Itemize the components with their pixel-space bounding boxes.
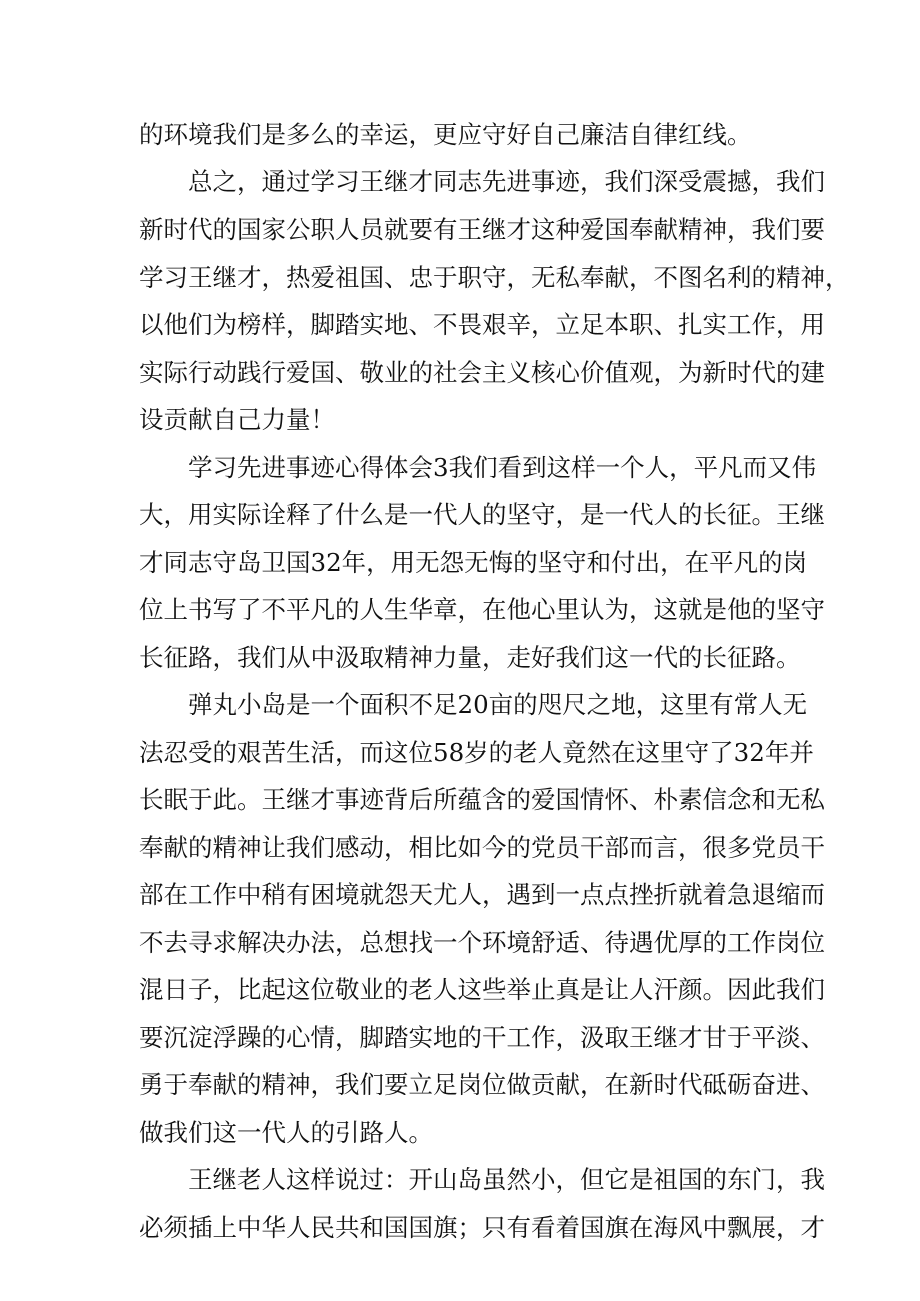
paragraph-first-line: 总之，通过学习王继才同志先进事迹，我们深受震撼，我们 bbox=[188, 167, 825, 196]
text-line: 做我们这一代人的引路人。 bbox=[139, 1118, 433, 1147]
paragraph-first-line: 王继老人这样说过：开山岛虽然小，但它是祖国的东门，我 bbox=[188, 1165, 825, 1194]
text-line: 的环境我们是多么的幸运，更应守好自己廉洁自律红线。 bbox=[139, 120, 752, 149]
paragraph-first-line: 弹丸小岛是一个面积不足20亩的咫尺之地，这里有常人无 bbox=[188, 690, 808, 719]
text-line: 实际行动践行爱国、敬业的社会主义核心价值观，为新时代的建 bbox=[139, 358, 825, 387]
text-line: 学习王继才，热爱祖国、忠于职守，无私奉献，不图名利的精神， bbox=[139, 263, 850, 292]
text-line: 部在工作中稍有困境就怨天尤人，遇到一点点挫折就着急退缩而 bbox=[139, 880, 825, 909]
text-line: 长眠于此。王继才事迹背后所蕴含的爱国情怀、朴素信念和无私 bbox=[139, 785, 825, 814]
text-line: 大，用实际诠释了什么是一代人的坚守，是一代人的长征。王继 bbox=[139, 500, 825, 529]
paragraph-first-line: 学习先进事迹心得体会3我们看到这样一个人，平凡而又伟 bbox=[188, 453, 817, 482]
text-line: 奉献的精神让我们感动，相比如今的党员干部而言，很多党员干 bbox=[139, 833, 825, 862]
text-line: 法忍受的艰苦生活，而这位58岁的老人竟然在这里守了32年并 bbox=[139, 738, 814, 767]
text-line: 以他们为榜样，脚踏实地、不畏艰辛，立足本职、扎实工作，用 bbox=[139, 310, 825, 339]
text-line: 要沉淀浮躁的心情，脚踏实地的干工作，汲取王继才甘于平淡、 bbox=[139, 1023, 825, 1052]
text-line: 混日子，比起这位敬业的老人这些举止真是让人汗颜。因此我们 bbox=[139, 975, 825, 1004]
text-line: 必须插上中华人民共和国国旗；只有看着国旗在海风中飘展，才 bbox=[139, 1213, 825, 1242]
text-line: 设贡献自己力量！ bbox=[139, 405, 335, 434]
text-line: 才同志守岛卫国32年，用无怨无悔的坚守和付出，在平凡的岗 bbox=[139, 548, 808, 577]
text-line: 新时代的国家公职人员就要有王继才这种爱国奉献精神，我们要 bbox=[139, 215, 825, 244]
text-line: 位上书写了不平凡的人生华章，在他心里认为，这就是他的坚守 bbox=[139, 595, 825, 624]
text-line: 长征路，我们从中汲取精神力量，走好我们这一代的长征路。 bbox=[139, 643, 801, 672]
text-line: 不去寻求解决办法，总想找一个环境舒适、待遇优厚的工作岗位 bbox=[139, 928, 825, 957]
text-line: 勇于奉献的精神，我们要立足岗位做贡献，在新时代砥砺奋进、 bbox=[139, 1070, 825, 1099]
